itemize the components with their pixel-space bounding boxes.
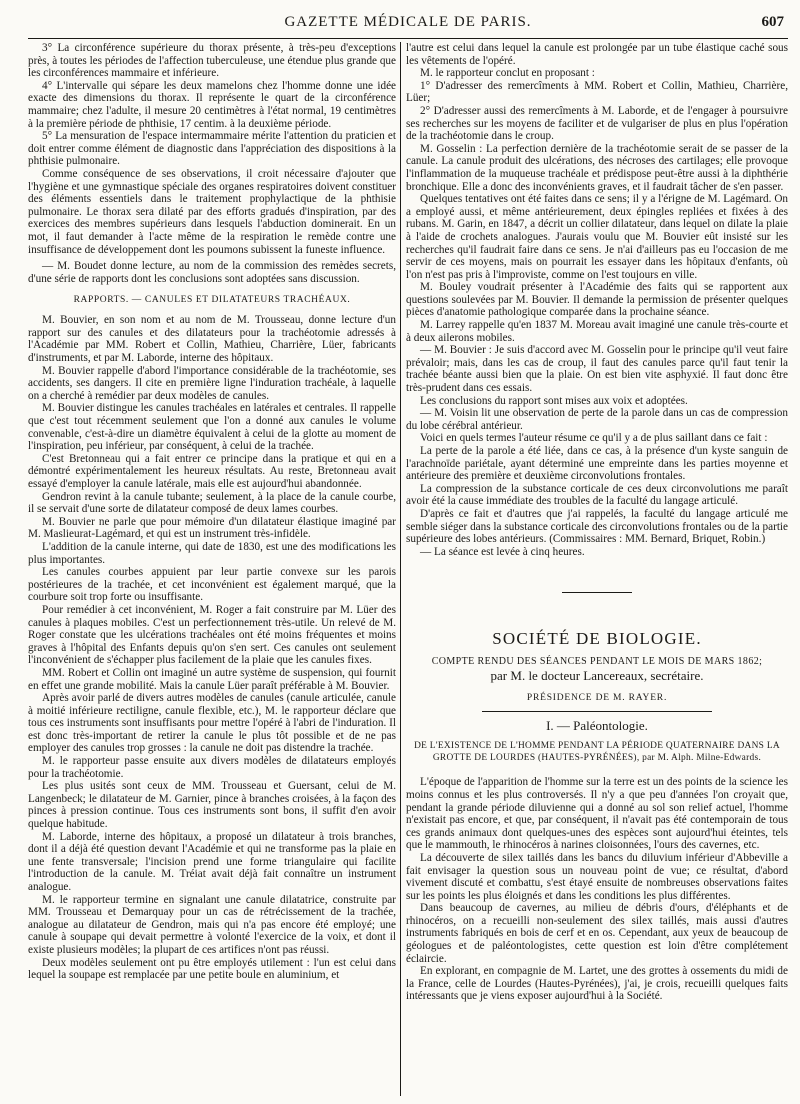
secretary-line: par M. le docteur Lancereaux, secrétaire. <box>490 668 704 684</box>
paragraph: M. le rapporteur termine en signalant une canule dilatatrice, construite par MM. Trousseau et Demarquay pour un cas de rétrécissement de la trachée, analogue au dilatateur de Gendron, mais qui n'a pas encore été employé; une canule à soupape qui devait permettre à volonté l'exercice de la voix, et dont il existe plusieurs modèles; la plupart de ces artifices n'ont pas réussi. <box>28 893 396 956</box>
page-number: 607 <box>761 14 784 30</box>
society-title: SOCIÉTÉ DE BIOLOGIE. <box>492 629 702 649</box>
paragraph: M. Bouvier ne parle que pour mémoire d'un dilatateur élastique imaginé par M. Maslieurat-Lagémard, et qui est un instrument très-infidèle. <box>28 515 396 541</box>
paragraph: — M. Bouvier : Je suis d'accord avec M. Gosselin pour le principe qu'il veut faire prévaloir; mais, dans les cas de croup, il faut des canules parce qu'il faut tenir la trachée béante aussi bien que la plaie. On est bien vite asphyxié. Il faut donc être très-prudent dans ces essais. <box>406 344 788 395</box>
paragraph: Dans beaucoup de cavernes, au milieu de débris d'ours, d'éléphants et de rhinocéros, on a recueilli non-seulement des silex taillés, mais aussi d'autres instruments fabriqués en bois de cerf et en os. Cependant, aux yeux de beaucoup de géologues et de paléontologistes, cette question est loin d'être complétement éclaircie. <box>406 902 788 965</box>
paragraph: M. Larrey rappelle qu'en 1837 M. Moreau avait imaginé une canule très-courte et à deux ailerons mobiles. <box>406 319 788 344</box>
paragraph: Gendron revint à la canule tubante; seulement, à la place de la canule courbe, il se servait d'une sorte de dilatateur composé de deux lames courbes. <box>28 490 396 516</box>
text-columns <box>28 42 788 1096</box>
page-header <box>28 12 788 39</box>
paragraph: Pour remédier à cet inconvénient, M. Roger a fait construire par M. Lüer des canules à plaques mobiles. C'est un perfectionnement très-utile. Un relevé de M. Roger constate que les ulcérations trachéales ont été moins fréquentes et moins graves à l'hôpital des Enfants depuis qu'on s'en sert. Ces canules ont seulement l'inconvénient de s'échapper plus facilement de la plaie que les canules fixes. <box>28 603 396 667</box>
paragraph: Après avoir parlé de divers autres modèles de canules (canule articulée, canule à moitié inférieure rectiligne, canule flexible, etc.), M. le rapporteur déclare que tous ces instruments sont insuffisants pour mettre l'opéré à l'abri de l'induration. Il est donc très-important de retirer la canule le plus tôt possible et de ne pas employer des canules trop grosses : la canule ne doit pas distendre la trachée. <box>28 692 396 755</box>
paragraph: l'autre est celui dans lequel la canule est prolongée par un tube élastique caché sous les vêtements de l'opéré. <box>406 42 788 67</box>
left-column <box>28 42 396 1096</box>
paragraph: M. Bouvier rappelle d'abord l'importance considérable de la trachéotomie, ses accidents, ses dangers. Il cite en première ligne l'induration trachéale, à laquelle on a cherché à remédier par deux modèles de canules. <box>28 364 396 402</box>
paragraph: M. le rapporteur conclut en proposant : <box>420 67 595 80</box>
column-divider <box>400 42 401 1096</box>
paragraph: M. Bouley voudrait présenter à l'Académie des faits qui se rapportent aux questions soulevées par M. Bouvier. Il demande la permission de présenter quelques pièces d'anatomie pathologique comparée dans la prochaine séance. <box>406 281 788 319</box>
article-title: DE L'EXISTENCE DE L'HOMME PENDANT LA PÉRIODE QUATERNAIRE DANS LA GROTTE DE LOURDES (HAUTES-PYRÉNÉES), par M. Alph. Milne-Edwards. <box>414 741 780 764</box>
paragraph: En explorant, en compagnie de M. Lartet, une des grottes à ossements du midi de la France, celle de Lourdes (Hautes-Pyrénées), j'ai, je crois, recueilli quelques faits intéressants que je viens exposer aujourd'hui à la Société. <box>406 965 788 1003</box>
paragraph: La compression de la substance corticale de ces deux circonvolutions me paraît avoir été la cause immédiate des troubles de la faculté du langage articulé. <box>406 482 788 508</box>
paragraph: 3° La circonférence supérieure du thorax présente, à très-peu d'exceptions près, à toutes les périodes de l'affection tuberculeuse, une étendue plus grande que les circonférences mammaire et inférieure. <box>28 42 396 80</box>
rubrique-rule <box>482 711 712 712</box>
presidence-heading: PRÉSIDENCE DE M. RAYER. <box>526 693 668 704</box>
paragraph: M. Bouvier, en son nom et au nom de M. Trousseau, donne lecture d'un rapport sur des canules et des dilatateurs pour la trachéotomie adressés à l'Académie par MM. Robert et Collin, Mathieu, Charrière, Lüer, fabricants d'instruments, et par M. Laborde, interne des hôpitaux. <box>28 314 396 365</box>
paragraph: Voici en quels termes l'auteur résume ce qu'il y a de plus saillant dans ce fait : <box>420 432 768 445</box>
paragraph: Les plus usités sont ceux de MM. Trousseau et Guersant, celui de M. Langenbeck; le dilatateur de M. Garnier, pince à branches croisées, à la façon des pinces à pression continue. Tous ces instruments sont bons, il suffit d'en avoir quelque habitude. <box>28 780 396 831</box>
paragraph: — M. Voisin lit une observation de perte de la parole dans un cas de compression du lobe cérébral antérieur. <box>406 407 788 432</box>
paragraph: M. Bouvier distingue les canules trachéales en latérales et centrales. Il rappelle que c'est tout récemment seulement que l'on a donné aux canules le volume convenable, c'est-à-dire un diamètre équivalent à celui de la glotte au moment de l'inspiration, peu inférieur, par conséquent, à celui de la trachée. <box>28 402 396 453</box>
paragraph: L'addition de la canule interne, qui date de 1830, est une des modifications les plus importantes. <box>28 540 396 566</box>
paragraph: 1° D'adresser des remercîments à MM. Robert et Collin, Mathieu, Charrière, Lüer; <box>406 79 788 105</box>
section-heading: RAPPORTS. — CANULES ET DILATATEURS TRACHÉAUX. <box>73 295 351 306</box>
rubrique-heading: I. — Paléontologie. <box>546 718 648 734</box>
paragraph: MM. Robert et Collin ont imaginé un autre système de suspension, qui fournit en effet une grande mobilité. Mais la canule Lüer paraît préférable à M. Bouvier. <box>28 666 396 692</box>
paragraph: Quelques tentatives ont été faites dans ce sens; il y a l'érigne de M. Lagémard. On a employé aussi, et même antérieurement, deux épingles repliées et fixées à des rubans. M. Garin, en 1847, a décrit un collier dilatateur, dans lequel on dilate la plaie à l'aide de crochets analogues. J'aurais voulu que M. Bouvier eût insisté sur les recherches qu'il faudrait faire dans ce sens. Je n'ai d'ailleurs pas eu l'occasion de me servir de ces moyens, mais on pourrait les essayer dans les hôpitaux d'enfants, où l'on n'est pas pris à l'improviste, comme on l'est toujours en ville. <box>406 193 788 281</box>
paragraph: Deux modèles seulement ont pu être employés utilement : l'un est celui dans lequel la soupape est remplacée par une petite boule en aluminium, et <box>28 956 396 982</box>
paragraph: 5° La mensuration de l'espace intermammaire mérite l'attention du praticien et doit entrer comme élément de diagnostic dans l'appréciation des dispositions à la phthisie pulmonaire. <box>28 130 396 168</box>
paragraph: C'est Bretonneau qui a fait entrer ce principe dans la pratique et qui en a démontré expérimentalement les heureux résultats. Au reste, Bretonneau avait essayé d'employer la canule latérale, mais elle est aujourd'hui abandonnée. <box>28 452 396 490</box>
running-title: GAZETTE MÉDICALE DE PARIS. <box>284 14 532 30</box>
paragraph: Les canules courbes appuient par leur partie convexe sur les parois postérieures de la trachée, et cet inconvénient est également marqué, que la courbure soit trop forte ou insuffisante. <box>28 566 396 604</box>
paragraph: M. Gosselin : La perfection dernière de la trachéotomie serait de se passer de la canule. La canule produit des ulcérations, des nécroses des cartilages; elle provoque l'inflammation de la muqueuse trachéale et prédispose peut-être aussi à la diphthérie bronchique. Elle a donc des inconvénients graves, et il faudrait tâcher de s'en passer. <box>406 142 788 193</box>
compte-rendu-heading <box>406 655 788 683</box>
paragraph: La découverte de silex taillés dans les bancs du diluvium inférieur d'Abbeville a fait envisager la question sous un nouveau point de vue; ce résultat, d'abord vivement discuté et combattu, s'est étayé ensuite de nombreuses observations faites sur les points les plus éloignés et dans les conditions les plus différentes. <box>406 851 788 902</box>
paragraph: — M. Boudet donne lecture, au nom de la commission des remèdes secrets, d'une série de rapports dont les conclusions sont adoptées sans discussion. <box>28 260 396 285</box>
paragraph: La perte de la parole a été liée, dans ce cas, à la présence d'un kyste sanguin de l'arachnoïde pariétale, ayant déterminé une empreinte dans les parties moyenne et antérieure des première et deuxième circonvolutions frontales. <box>406 445 788 483</box>
paragraph: M. le rapporteur passe ensuite aux divers modèles de dilatateurs employés pour la trachéotomie. <box>28 755 396 780</box>
compte-rendu-line: COMPTE RENDU DES SÉANCES PENDANT LE MOIS DE MARS 1862; <box>431 656 763 668</box>
paragraph: Les conclusions du rapport sont mises aux voix et adoptées. <box>420 394 688 407</box>
right-column <box>406 42 788 1096</box>
paragraph: L'époque de l'apparition de l'homme sur la terre est un des points de la science les moins connus et les plus controversés. Il n'y a que peu d'années l'on croyait que, pendant la grande période diluvienne qui a donné au sol son relief actuel, l'homme n'existait pas encore, et que, par conséquent, il n'avait pas été contemporain de tous ces grands animaux dont quelques-unes des espèces sont aujourd'hui éteintes, tels que le mammouth, le rhinocéros à narines cloisonnées, l'ours des cavernes, etc. <box>406 776 788 852</box>
paragraph: — La séance est levée à cinq heures. <box>420 545 585 558</box>
paragraph: M. Laborde, interne des hôpitaux, a proposé un dilatateur à trois branches, dont il a déjà été question devant l'Académie et qui ne transforme pas la plaie en une fente transversale; l'incision prend une forme triangulaire qui facilite l'introduction de la canule. M. Tréiat avait déjà fait connaître un instrument analogue. <box>28 830 396 893</box>
section-separator <box>562 592 632 593</box>
paragraph: 4° L'intervalle qui sépare les deux mamelons chez l'homme donne une idée exacte des dimensions du thorax. Il représente le quart de la circonférence mammaire; chez l'adulte, il mesure 20 centimètres à l'état normal, 19 centimètres à la première période de phthisie, 17 centim. à la deuxième période. <box>28 79 396 130</box>
paragraph: D'après ce fait et d'autres que j'ai rappelés, la faculté du langage articulé me semble siéger dans la substance corticale des circonvolutions frontales ou de la partie supérieure des lobes antérieurs. (Commissaires : MM. Bernard, Briquet, Robin.) <box>406 507 788 546</box>
paragraph: Comme conséquence de ses observations, il croit nécessaire d'ajouter que l'hygiène et une gymnastique spéciale des organes respiratoires doivent constituer des éléments essentiels dans le traitement prophylactique de la phthisie pulmonaire. Le thorax sera dilaté par des efforts gradués d'inspiration, par des exercices des membres supérieurs dans lesquels l'abduction dominerait. En un mot, il faut demander à l'acte même de la respiration le remède contre une insuffisance de développement dont les poumons subissent la funeste influence. <box>28 167 396 256</box>
paragraph: 2° D'adresser aussi des remercîments à M. Laborde, et de l'engager à poursuivre ses recherches sur les moyens de faciliter et de vulgariser de plus en plus l'opération de la trachéotomie dans le croup. <box>406 104 788 143</box>
